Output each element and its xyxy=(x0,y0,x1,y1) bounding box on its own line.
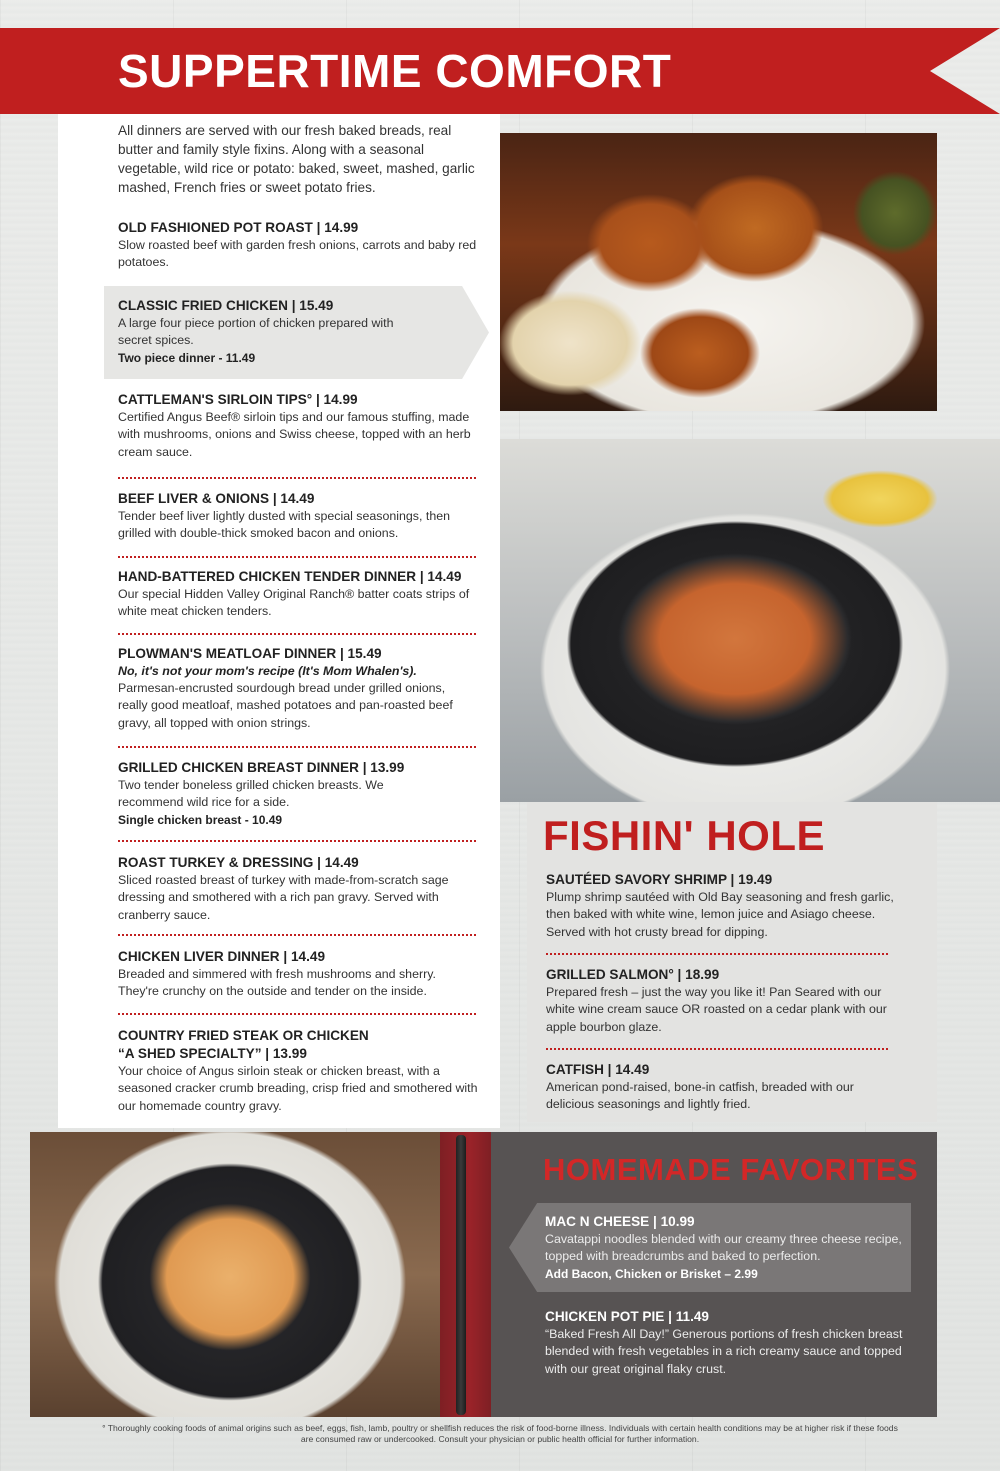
page-title: SUPPERTIME COMFORT xyxy=(118,45,672,97)
item-desc: Sliced roasted breast of turkey with made-from-scratch sage dressing and smothered with a rich pan gravy. Served with cranberry sauce. xyxy=(118,873,449,922)
item-title: OLD FASHIONED POT ROAST | 14.99 xyxy=(118,220,359,235)
menu-item xyxy=(546,871,898,941)
menu-item xyxy=(545,1308,905,1378)
item-desc: Prepared fresh – just the way you like it! Pan Seared with our white wine cream sauce OR roasted on a cedar plank with our apple bourbon glaze. xyxy=(546,985,887,1034)
menu-item xyxy=(118,948,478,1001)
menu-item xyxy=(118,1027,478,1115)
item-title: COUNTRY FRIED STEAK OR CHICKEN xyxy=(118,1028,369,1043)
item-title: GRILLED SALMON° | 18.99 xyxy=(546,967,720,982)
item-desc: Parmesan-encrusted sourdough bread under grilled onions, really good meatloaf, mashed potatoes and pan-roasted beef gravy, all topped with onion strings. xyxy=(118,681,453,730)
item-tagline: No, it's not your mom's recipe (It's Mom Whalen's). xyxy=(118,664,417,678)
item-desc: Slow roasted beef with garden fresh onions, carrots and baby red potatoes. xyxy=(118,238,477,270)
divider xyxy=(118,1013,476,1015)
item-title: ROAST TURKEY & DRESSING | 14.49 xyxy=(118,855,359,870)
menu-item xyxy=(118,854,478,924)
item-title: SAUTÉED SAVORY SHRIMP | 19.49 xyxy=(546,872,773,887)
menu-item xyxy=(118,490,478,543)
item-desc: A large four piece portion of chicken prepared with secret spices. xyxy=(118,316,394,348)
menu-item xyxy=(118,568,478,621)
item-title: CHICKEN POT PIE | 11.49 xyxy=(545,1309,709,1324)
fork-icon xyxy=(456,1135,466,1415)
item-title: CATTLEMAN'S SIRLOIN TIPS° | 14.99 xyxy=(118,392,358,407)
menu-item xyxy=(118,219,478,272)
item-desc: Plump shrimp sautéed with Old Bay seasoning and fresh garlic, then baked with white wine, lemon juice and Asiago cheese. Served with hot crusty bread for dipping. xyxy=(546,890,894,939)
item-desc: Cavatappi noodles blended with our creamy three cheese recipe, topped with breadcrumbs and baked to perfection. xyxy=(545,1232,902,1264)
divider xyxy=(118,556,476,558)
item-note: Add Bacon, Chicken or Brisket – 2.99 xyxy=(545,1266,758,1281)
menu-item xyxy=(118,759,478,829)
item-title: GRILLED CHICKEN BREAST DINNER | 13.99 xyxy=(118,760,405,775)
menu-item xyxy=(546,1061,898,1114)
item-desc: Your choice of Angus sirloin steak or chicken breast, with a seasoned cracker crumb breading, crisp fried and smothered with our homemade country gravy. xyxy=(118,1064,478,1113)
divider xyxy=(118,477,476,479)
item-title: HAND-BATTERED CHICKEN TENDER DINNER | 14.49 xyxy=(118,569,462,584)
item-desc: American pond-raised, bone-in catfish, breaded with our delicious seasonings and lightly fried. xyxy=(546,1080,854,1112)
fried-chicken-photo xyxy=(500,133,937,411)
divider xyxy=(118,934,476,936)
divider xyxy=(118,840,476,842)
menu-item xyxy=(118,645,478,732)
menu-item xyxy=(545,1213,905,1283)
divider xyxy=(546,1048,888,1050)
intro-text: All dinners are served with our fresh baked breads, real butter and family style fixins. Along with a seasonal vegetable, wild rice or potato: baked, sweet, mashed, garlic mashed, French fries or sweet potato fries. xyxy=(118,123,475,195)
item-title: MAC N CHEESE | 10.99 xyxy=(545,1214,695,1229)
mac-n-cheese-photo xyxy=(30,1132,491,1417)
item-note: Two piece dinner - 11.49 xyxy=(118,350,256,365)
divider xyxy=(118,746,476,748)
item-title: CHICKEN LIVER DINNER | 14.49 xyxy=(118,949,325,964)
item-title: PLOWMAN'S MEATLOAF DINNER | 15.49 xyxy=(118,646,382,661)
divider xyxy=(546,953,888,955)
menu-item xyxy=(118,297,478,367)
item-desc: Tender beef liver lightly dusted with special seasonings, then grilled with double-thick smoked bacon and onions. xyxy=(118,509,450,541)
shrimp-skillet-photo xyxy=(500,439,1000,802)
menu-item xyxy=(546,966,898,1036)
homemade-favorites-title: HOMEMADE FAVORITES xyxy=(543,1152,919,1187)
divider xyxy=(118,633,476,635)
item-desc: “Baked Fresh All Day!” Generous portions of fresh chicken breast blended with fresh vegetables in a rich creamy sauce and topped with our great original flaky crust. xyxy=(545,1327,903,1376)
item-desc: Our special Hidden Valley Original Ranch® batter coats strips of white meat chicken tenders. xyxy=(118,587,470,619)
item-title: BEEF LIVER & ONIONS | 14.49 xyxy=(118,491,315,506)
header-banner xyxy=(0,28,1000,114)
item-title: CATFISH | 14.49 xyxy=(546,1062,650,1077)
item-title: CLASSIC FRIED CHICKEN | 15.49 xyxy=(118,298,334,313)
footnote: ° Thoroughly cooking foods of animal origins such as beef, eggs, fish, lamb, poultry or shellfish reduces the risk of food-borne illness. Individuals with certain health conditions may be at higher risk if these foods are consumed raw or undercooked. Consult your physician or public health official for further information. xyxy=(102,1423,898,1444)
menu-item xyxy=(118,391,478,461)
item-desc: Breaded and simmered with fresh mushrooms and sherry. They're crunchy on the outside and tender on the inside. xyxy=(118,967,436,999)
item-title-line2: “A SHED SPECIALTY” | 13.99 xyxy=(118,1046,307,1061)
item-note: Single chicken breast - 10.49 xyxy=(118,812,283,827)
item-desc: Two tender boneless grilled chicken breasts. We recommend wild rice for a side. xyxy=(118,778,384,810)
item-desc: Certified Angus Beef® sirloin tips and our famous stuffing, made with mushrooms, onions and Swiss cheese, topped with an herb cream sauce. xyxy=(118,410,471,459)
fishin-hole-title: FISHIN' HOLE xyxy=(543,812,825,859)
